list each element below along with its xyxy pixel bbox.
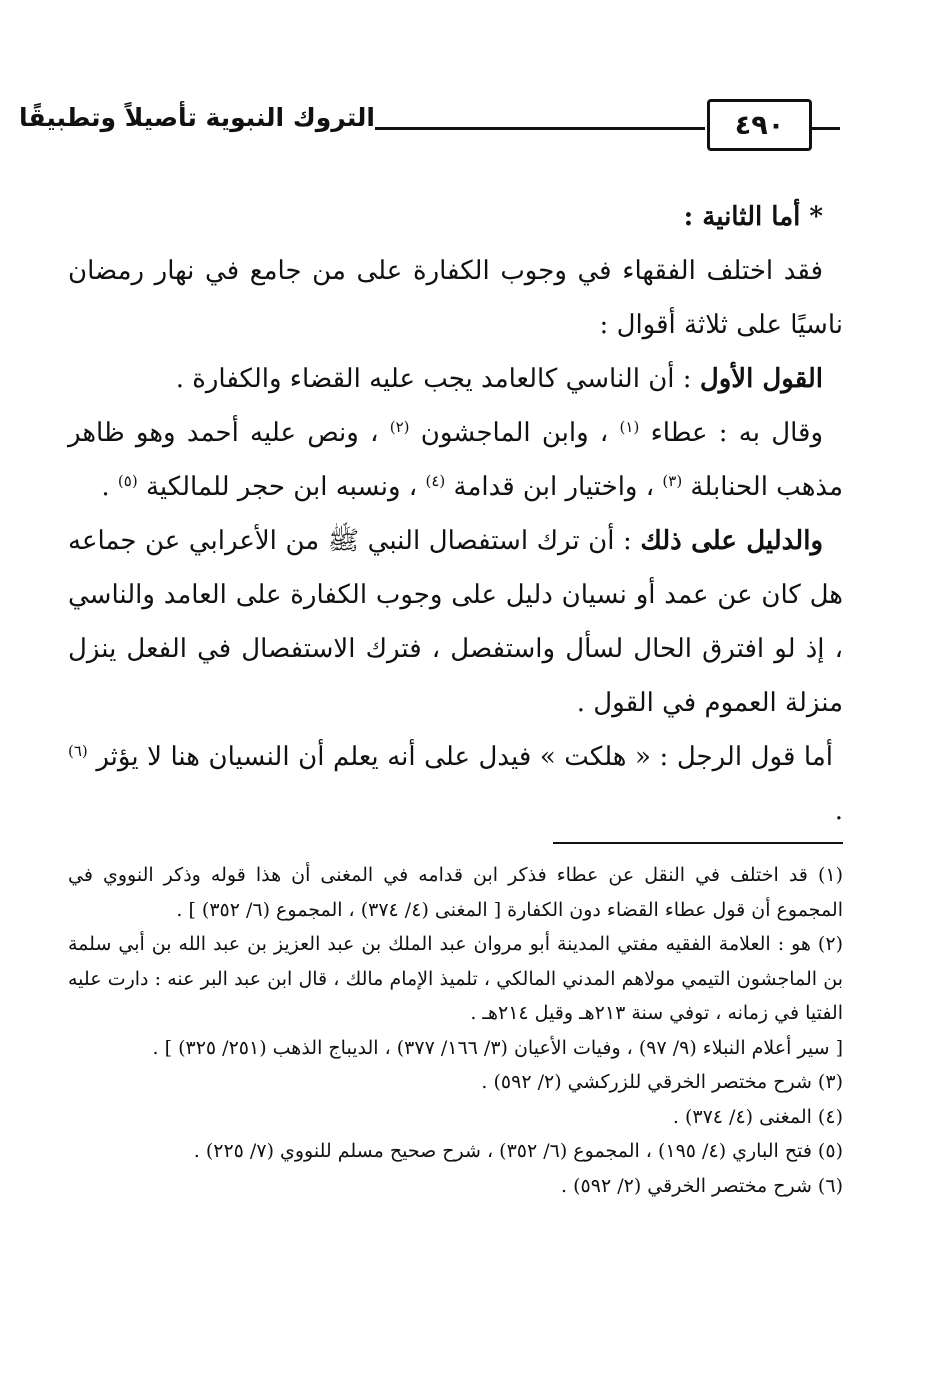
footnote-5: (٥) فتح الباري (٤/ ١٩٥) ، المجموع (٦/ ٣٥٢) ، شرح صحيح مسلم للنووي (٧/ ٢٢٥) . — [193, 1140, 843, 1162]
main-text — [68, 190, 843, 838]
sayers-text-5: ، ونسبه ابن حجر للمالكية — [137, 472, 426, 502]
page-header — [18, 95, 840, 155]
sayers-text-6: . — [101, 472, 118, 502]
footnote-ref-3: (٣) — [662, 472, 683, 490]
footnote-ref-1: (١) — [619, 418, 640, 436]
paragraph-first-opinion — [68, 352, 843, 406]
footnote-ref-6: (٦) — [68, 742, 88, 760]
footnote-6: (٦) شرح مختصر الخرقي (٢/ ٥٩٢) . — [561, 1174, 843, 1197]
footnote-1: (١) قد اختلف في النقل عن عطاء فذكر ابن قدامه في المغنى أن هذا قوله وذكر النووي في المجموع أن قول عطاء القضاء دون الكفارة [ المغنى (٤/ ٣٧٤) ، المجموع (٦/ ٣٥٢) ] . — [68, 864, 843, 921]
footnote-separator — [553, 842, 843, 844]
footnote-ref-2: (٢) — [389, 418, 410, 436]
header-rule-middle — [375, 127, 705, 130]
header-rule-right — [812, 127, 840, 130]
sayers-text-3: ، ونص عليه أحمد وهو ظاهر مذهب الحنابلة — [68, 418, 843, 502]
running-title: التروك النبوية تأصيلاً وتطبيقًا — [18, 103, 375, 132]
paragraph-intro: فقد اختلف الفقهاء في وجوب الكفارة على من جامع في نهار رمضان ناسيًا على ثلاثة أقوال : — [68, 256, 843, 340]
footnote-2-sources: [ سير أعلام النبلاء (٩/ ٩٧) ، وفيات الأعيان (٣/ ١٦٦/ ٣٧٧) ، الديباج الذهب (٢٥١/ ٣٢٥) ] . — [152, 1036, 843, 1059]
page-number: ٤٩٠ — [707, 99, 812, 151]
footnote-2: (٢) هو : العلامة الفقيه مفتي المدينة أبو مروان عبد الملك بن عبد العزيز بن عبد الله بن أبي سلمة بن الماجشون التيمي مولاهم المدني المالكي ، تلميذ الإمام مالك ، قال ابن عبد البر عنه : دارت عليه الفتيا في زمانه ، توفي سنة ٢١٣هـ وقيل ٢١٤هـ . — [68, 933, 843, 1024]
footnote-3: (٣) شرح مختصر الخرقي للزركشي (٢/ ٥٩٢) . — [481, 1071, 843, 1093]
sayers-text-4: ، واختيار ابن قدامة — [445, 472, 663, 502]
man-saying-text: أما قول الرجل : « هلكت » فيدل على أنه يعلم أن النسيان هنا لا يؤثر — [87, 742, 833, 772]
first-opinion-text: : أن الناسي كالعامد يجب عليه القضاء والكفارة . — [175, 364, 700, 394]
paragraph-man-saying — [68, 730, 843, 838]
evidence-label: والدليل على ذلك — [640, 526, 823, 556]
evidence-text: : أن ترك استفصال النبي ﷺ من الأعرابي عن جماعه هل كان عن عمد أو نسيان دليل على وجوب الكفارة على العامد والناسي ، إذ لو افترق الحال لسأل واستفصل ، فترك الاستفصال في الفعل ينزل منزلة العموم في القول . — [68, 526, 843, 718]
sayers-text-2: ، وابن الماجشون — [409, 418, 620, 448]
footnotes — [68, 858, 843, 1203]
man-saying-end: . — [834, 796, 843, 826]
sayers-text-1: وقال به : عطاء — [639, 418, 824, 448]
footnote-ref-5: (٥) — [117, 472, 138, 490]
paragraph-evidence — [68, 514, 843, 730]
footnote-4: (٤) المغنى (٤/ ٣٧٤) . — [672, 1105, 843, 1128]
section-heading: * أما الثانية : — [683, 202, 823, 232]
paragraph-sayers — [68, 406, 843, 514]
footnote-ref-4: (٤) — [425, 472, 446, 490]
first-opinion-label: القول الأول — [699, 364, 823, 394]
